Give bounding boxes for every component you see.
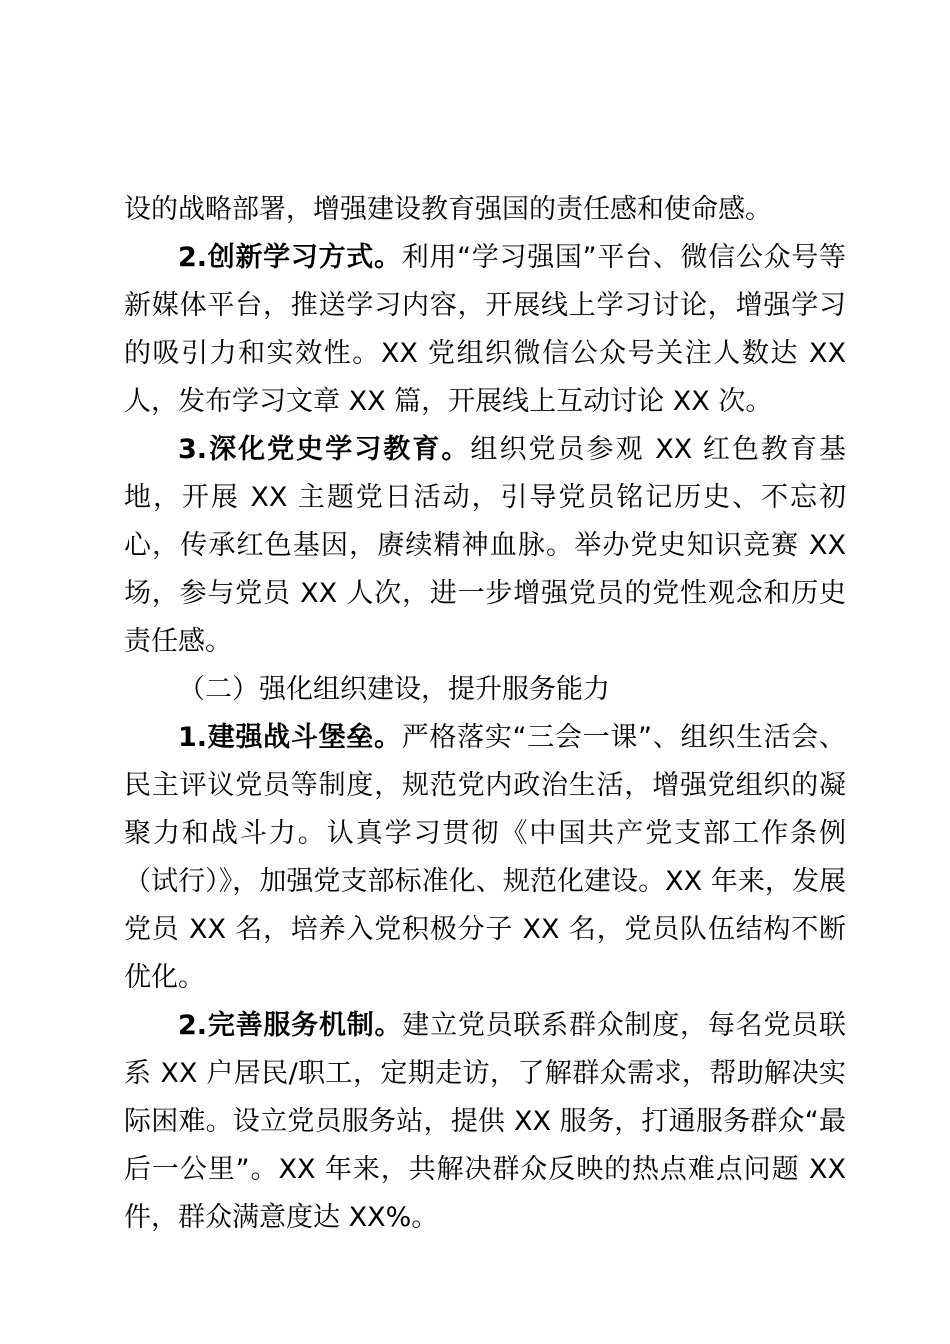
paragraph-lead: 1.建强战斗堡垒。 [178, 722, 402, 753]
paragraph-text: 利用“学习强国”平台、微信公众号等新媒体平台，推送学习内容，开展线上学习讨论，增强学习的吸引力和实效性。XX 党组织微信公众号关注人数达 XX 人，发布学习文章 XX 篇，开展线上互动讨论 XX 次。 [124, 242, 846, 417]
paragraph-text: 设的战略部署，增强建设教育强国的责任感和使命感。 [124, 194, 772, 225]
section-heading-organization-building [124, 666, 846, 714]
paragraph-continuation [124, 186, 846, 234]
paragraph-innovate-learning [124, 234, 846, 426]
paragraph-text: 建立党员联系群众制度，每名党员联系 XX 户居民/职工，定期走访，了解群众需求，帮助解决实际困难。设立党员服务站，提供 XX 服务，打通服务群众“最后一公里”。XX 年来，共解决群众反映的热点难点问题 XX 件，群众满意度达 XX%。 [124, 1010, 847, 1233]
paragraph-fortress-building [124, 714, 846, 1002]
paragraph-party-history-education [124, 426, 846, 666]
paragraph-text: 组织党员参观 XX 红色教育基地，开展 XX 主题党日活动，引导党员铭记历史、不忘初心，传承红色基因，赓续精神血脉。举办党史知识竞赛 XX 场，参与党员 XX 人次，进一步增强党员的党性观念和历史责任感。 [124, 434, 846, 657]
paragraph-lead: 3.深化党史学习教育。 [178, 434, 471, 465]
paragraph-service-mechanism [124, 1002, 846, 1242]
paragraph-text: （二）强化组织建设，提升服务能力 [178, 674, 610, 705]
paragraph-lead: 2.完善服务机制。 [178, 1010, 403, 1041]
paragraph-text: 严格落实“三会一课”、组织生活会、民主评议党员等制度，规范党内政治生活，增强党组织的凝聚力和战斗力。认真学习贯彻《中国共产党支部工作条例（试行）》，加强党支部标准化、规范化建设。XX 年来，发展党员 XX 名，培养入党积极分子 XX 名，党员队伍结构不断优化。 [124, 722, 846, 993]
paragraph-lead: 2.创新学习方式。 [178, 242, 402, 273]
